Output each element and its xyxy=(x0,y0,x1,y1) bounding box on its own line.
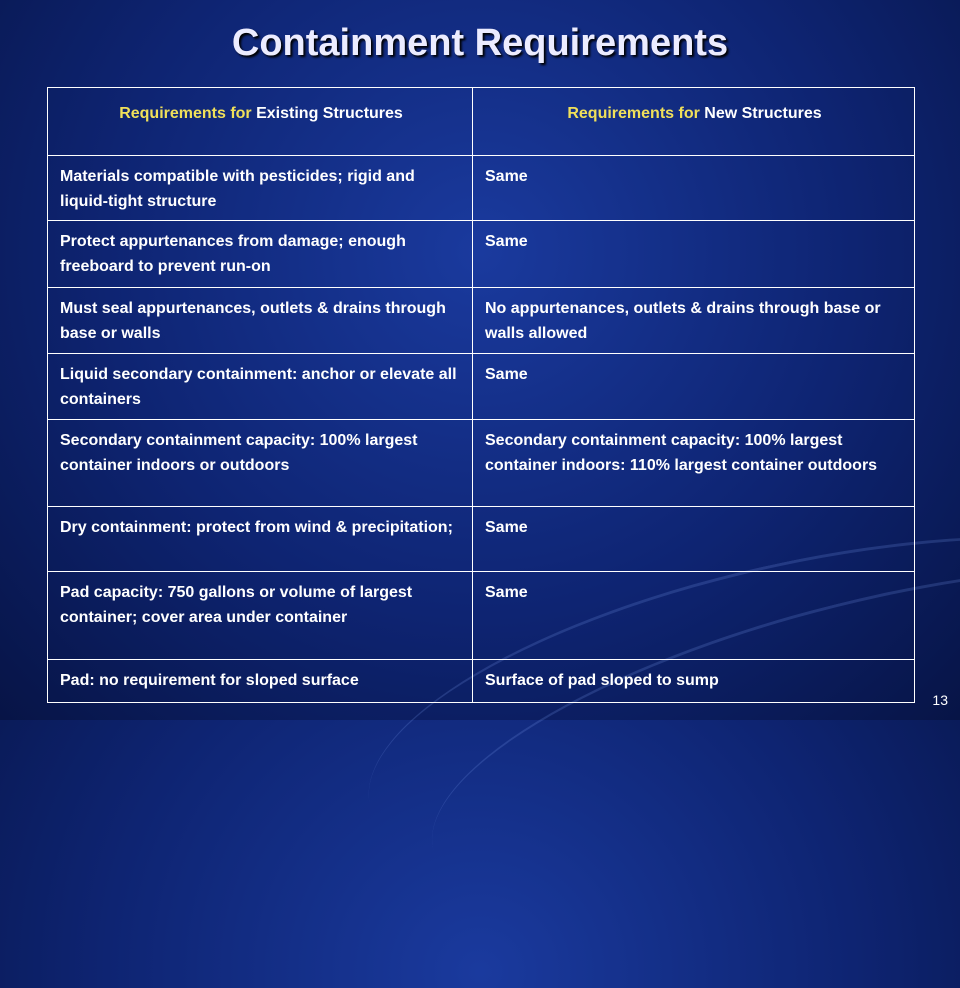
header-highlight: Existing Structures xyxy=(256,105,403,122)
new-cell: Same xyxy=(473,572,915,660)
table-row xyxy=(48,507,915,572)
requirements-table xyxy=(47,87,915,703)
existing-cell: Protect appurtenances from damage; enough freeboard to prevent run-on xyxy=(48,221,473,288)
header-highlight: New Structures xyxy=(704,105,822,122)
new-cell: Secondary containment capacity: 100% largest container indoors: 110% largest container outdoors xyxy=(473,420,915,507)
table-row xyxy=(48,288,915,354)
table-row xyxy=(48,221,915,288)
existing-cell: Materials compatible with pesticides; rigid and liquid-tight structure xyxy=(48,156,473,221)
header-new-structures xyxy=(473,88,915,156)
existing-cell: Pad capacity: 750 gallons or volume of largest container; cover area under container xyxy=(48,572,473,660)
existing-cell: Pad: no requirement for sloped surface xyxy=(48,660,473,703)
existing-cell: Liquid secondary containment: anchor or elevate all containers xyxy=(48,354,473,420)
table-header-row xyxy=(48,88,915,156)
new-cell: Surface of pad sloped to sump xyxy=(473,660,915,703)
slide-title: Containment Requirements xyxy=(231,22,729,64)
table-row xyxy=(48,354,915,420)
table-row xyxy=(48,156,915,221)
existing-cell: Dry containment: protect from wind & precipitation; xyxy=(48,507,473,572)
table-row xyxy=(48,420,915,507)
table-row xyxy=(48,572,915,660)
existing-cell: Must seal appurtenances, outlets & drains through base or walls xyxy=(48,288,473,354)
page-number: 13 xyxy=(932,692,948,708)
new-cell: Same xyxy=(473,354,915,420)
new-cell: Same xyxy=(473,221,915,288)
new-cell: Same xyxy=(473,507,915,572)
header-existing-structures xyxy=(48,88,473,156)
table-row xyxy=(48,660,915,703)
header-prefix: Requirements for xyxy=(119,105,257,122)
existing-cell: Secondary containment capacity: 100% largest container indoors or outdoors xyxy=(48,420,473,507)
header-prefix: Requirements for xyxy=(567,105,705,122)
new-cell: Same xyxy=(473,156,915,221)
new-cell: No appurtenances, outlets & drains through base or walls allowed xyxy=(473,288,915,354)
